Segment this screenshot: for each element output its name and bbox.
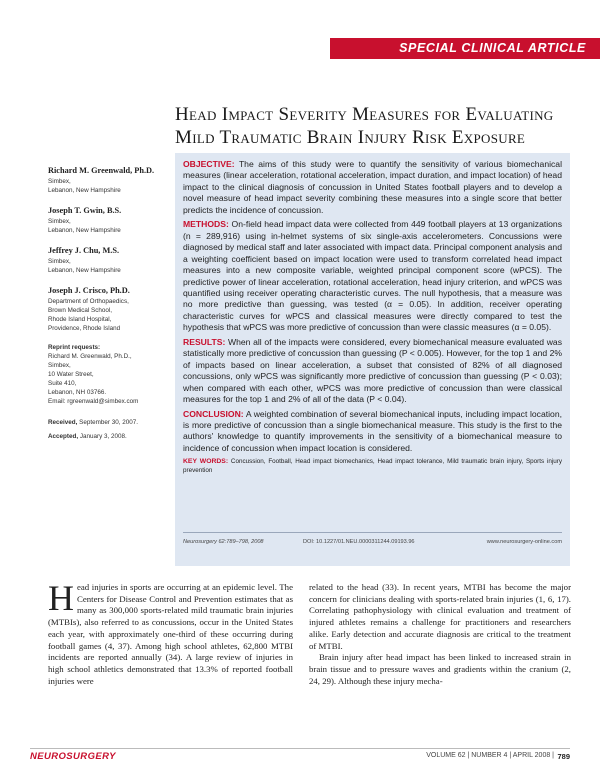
section-banner-label: SPECIAL CLINICAL ARTICLE [399, 41, 586, 55]
article-title-line-2: Mild Traumatic Brain Injury Risk Exposure [175, 127, 526, 148]
author-block [48, 205, 166, 235]
keywords-text: Concussion, Football, Head impact biomechanics, Head impact tolerance, Mild traumatic brain injury, Sports injury prevention [183, 458, 563, 475]
author-affiliation: Rhode Island Hospital, [48, 316, 112, 323]
author-sidebar [48, 165, 166, 446]
author-affiliation: Lebanon, New Hampshire [48, 187, 121, 194]
received-date [48, 418, 166, 427]
body-paragraph: related to the head (33). In recent years, MTBI has become the major concern for clinicians dealing with sports-related brain injuries (1, 6, 17). Correlating pathophysiology with clinical evaluation and treatment of injured athletes remains a challenge for practitioners and researchers alike. Early detection and accurate diagnosis are critical to the treatment of MTBI. [309, 582, 571, 651]
author-affiliation: Simbex, [48, 258, 71, 265]
doi[interactable]: DOI: 10.1227/01.NEU.0000311244.09193.96 [303, 539, 415, 545]
accepted-value: January 3, 2008. [79, 433, 127, 440]
author-affiliation: Providence, Rhode Island [48, 325, 121, 332]
body-column-1 [48, 578, 293, 687]
abstract-conclusion [183, 409, 562, 455]
body-paragraph [48, 578, 293, 687]
body-paragraph: Brain injury after head impact has been linked to increased strain in brain tissue and to pressure waves and gradients within the cranium (2, 24, 29). Although these injury mecha- [309, 652, 571, 686]
citation: Neurosurgery 62:789–798, 2008 [183, 539, 264, 545]
author-affiliation: Simbex, [48, 178, 71, 185]
author-block [48, 165, 166, 195]
conclusion-text: A weighted combination of several biomechanical inputs, including impact location, is more predictive of concussion than a single biomechanical measure. This study is the first to the authors' knowledge to quantify improvements in the sensitivity of a biomechanical measure to incidence of concussion when impact location is considered. [183, 408, 562, 453]
methods-label: METHODS: [183, 219, 229, 230]
drop-cap: H [48, 578, 74, 618]
accepted-date [48, 432, 166, 441]
author-name: Jeffrey J. Chu, M.S. [48, 246, 120, 255]
reprint-line: Simbex, [48, 362, 71, 369]
author-block [48, 285, 166, 333]
reprint-line: 10 Water Street, [48, 371, 94, 378]
section-banner [330, 38, 600, 59]
abstract-methods [183, 219, 562, 334]
author-affiliation: Lebanon, New Hampshire [48, 227, 121, 234]
abstract-box [175, 153, 570, 566]
reprint-line: Lebanon, NH 03766. [48, 389, 107, 396]
body-text: ead injuries in sports are occurring at an epidemic level. The Centers for Disease Control and Prevention estimates that as many as 300,000 sports-related mild traumatic brain injuries (MTBIs), also referred to as concussions, occur in the United States each year, with approximately one-third of these occurring during football games (4, 37). Among high school athletes, 62,800 MTBI incidents are reported annually (34). A large review of injuries in high school athletics demonstrated that 13.3% of reported football injuries were [48, 582, 293, 686]
accepted-label: Accepted, [48, 433, 79, 440]
keywords [183, 457, 562, 475]
page-footer [30, 748, 570, 763]
author-name: Joseph J. Crisco, Ph.D. [48, 286, 130, 295]
received-label: Received, [48, 419, 78, 426]
issue-info: VOLUME 62 | NUMBER 4 | APRIL 2008 | [426, 752, 554, 759]
objective-label: OBJECTIVE: [183, 159, 235, 169]
journal-name: NEUROSURGERY [30, 751, 116, 762]
author-name: Richard M. Greenwald, Ph.D. [48, 166, 155, 175]
author-name: Joseph T. Gwin, B.S. [48, 206, 122, 215]
author-affiliation: Brown Medical School, [48, 307, 113, 314]
methods-text: On-field head impact data were collected from 449 football players at 13 organizations (n = 289,916) using in-helmet systems of six single-axis accelerometers. Concussions were diagnosed by medical staff and later associated with impact data. Principal component analysis and a weighting coefficient based on impact location were used to transform correlated head impact measures into a new composite variable, weighted principal component score (wPCS). The predictive power of linear acceleration, rotational acceleration, head injury criterion, and wPCS was quantified using receiver operating characteristic curves. The null hypothesis, that a measure was no more predictive than guessing, was tested (α = 0.05). In addition, receiver operating characteristic curves for wPCS and classical measures were directly compared to test the hypothesis that wPCS was more predictive of concussion than were classic measures (α = 0.05). [183, 219, 563, 333]
received-value: September 30, 2007. [79, 419, 138, 426]
reprint-line: Richard M. Greenwald, Ph.D., [48, 353, 132, 360]
reprint-line: Suite 410, [48, 380, 77, 387]
results-text: When all of the impacts were considered, every biomechanical measure evaluated was statistically more predictive of concussion than guessing (P < 0.005). However, for the top 1 and 2% of impacts based on linear acceleration, a subset that consisted of 82% of all diagnosed concussions, only wPCS was significantly more predictive of concussion than guessing (P < 0.03); when compared with each other, wPCS was more predictive of concussion than were classical measures for the top 1 and 2% of all of the data (P < 0.04). [183, 336, 563, 405]
article-title-line-1: Head Impact Severity Measures for Evaluating [175, 104, 554, 125]
author-affiliation: Lebanon, New Hampshire [48, 267, 121, 274]
results-label: RESULTS: [183, 336, 226, 347]
journal-website[interactable]: www.neurosurgery-online.com [486, 539, 562, 545]
article-title [175, 103, 575, 149]
author-affiliation: Simbex, [48, 218, 71, 225]
conclusion-label: CONCLUSION: [183, 408, 244, 419]
body-column-2 [309, 582, 571, 687]
author-affiliation: Department of Orthopaedics, [48, 298, 129, 305]
reprint-email[interactable]: Email: rgreenwald@simbex.com [48, 398, 139, 405]
reprint-requests [48, 343, 166, 406]
abstract-divider [183, 532, 562, 533]
article-dates [48, 418, 166, 441]
author-block [48, 245, 166, 275]
page-number: 789 [557, 752, 570, 761]
abstract-objective [183, 159, 562, 216]
objective-text: The aims of this study were to quantify the sensitivity of various biomechanical measures (linear acceleration, rotational acceleration, impact duration, and impact location) of head impact to the clinical diagnosis of concussion in United States football players and to develop a novel measure of head impact severity combining these measures into a single score that better predicts the incidence of concussion. [183, 159, 562, 215]
keywords-label: KEY WORDS: [183, 458, 229, 466]
abstract-results [183, 337, 562, 406]
reprint-heading: Reprint requests: [48, 344, 101, 351]
